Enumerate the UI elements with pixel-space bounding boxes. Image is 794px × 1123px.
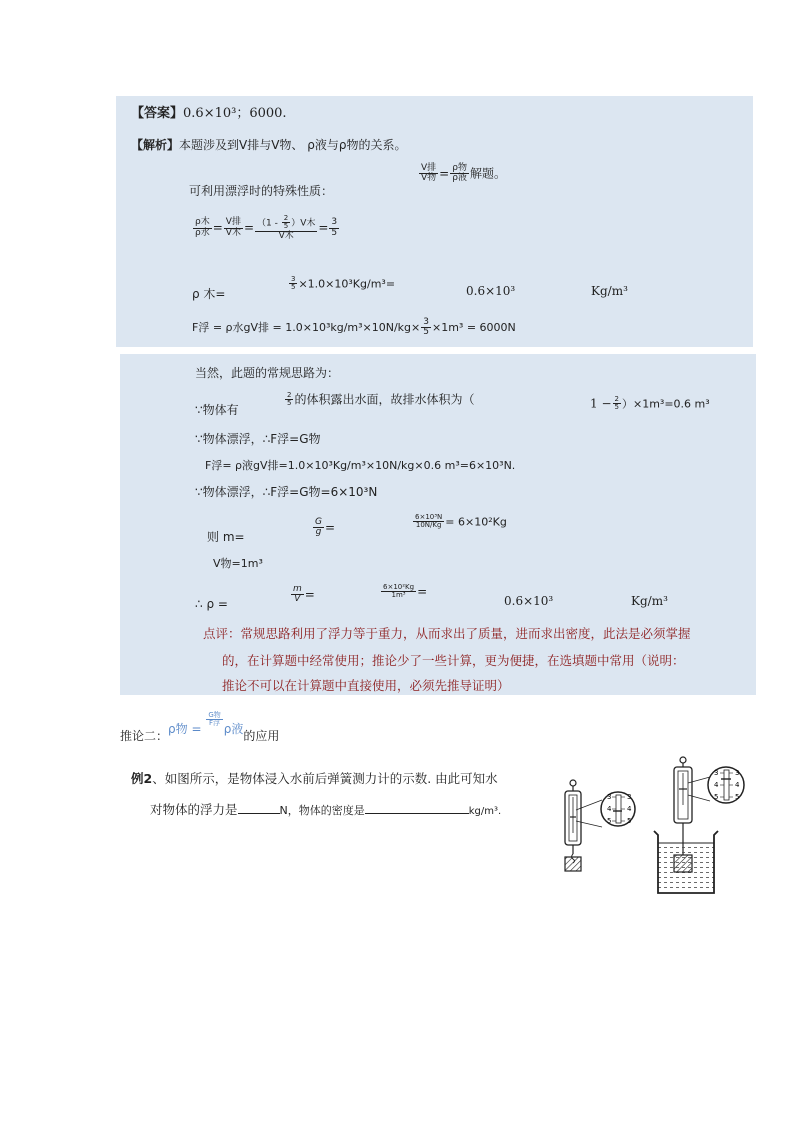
beaker (654, 831, 718, 893)
method-intro: 当然，此题的常规思路为： (195, 366, 340, 380)
rho-lhs: ρ 木= (192, 287, 226, 301)
right-tick-4: 4 (714, 781, 719, 789)
line7-eq: = (304, 587, 315, 602)
answer-label: 【答案】 (131, 106, 184, 121)
spring-scale-figure (550, 755, 750, 900)
method-line7-lead: ∴ ρ = (195, 597, 228, 611)
example-line1-text: 、如图所示，是物体浸入水前后弹簧测力计的示数. 由此可知水 (152, 771, 498, 786)
method-line3: F浮= ρ液gV排=1.0×10³Kg/m³×10N/kg×0.6 m³=6×10³N. (205, 459, 516, 472)
method-line1-tail (590, 396, 710, 412)
line7-vden: 1m³ (391, 591, 406, 600)
right-tick-3r: 3 (735, 769, 740, 777)
corollary-rhs: ρ液 (223, 722, 244, 737)
line1-one: 1 − (590, 396, 612, 411)
analysis-label: 【解析】 (131, 138, 180, 152)
rho-frac-num: 3 (291, 275, 296, 283)
line7-vnum: 6×10²Kg (383, 583, 415, 591)
corollary-lhs: ρ物 (168, 722, 188, 737)
eq1-resden: 5 (331, 227, 338, 238)
property-tail: 解题。 (469, 166, 506, 181)
eq1-resnum: 3 (331, 217, 338, 228)
line1-fnum: 2 (614, 395, 619, 403)
method-line7-m (290, 585, 315, 605)
eq1-lden: ρ水 (195, 227, 210, 238)
line7-mden: V (294, 594, 301, 605)
method-line5-g (312, 518, 335, 538)
line1-mid-text: 的体积露出水面，故排水体积为（ (294, 392, 475, 407)
line7-eq2: = (417, 584, 428, 599)
line1-fden: 5 (614, 403, 619, 412)
rho-expr-text: ×1.0×10³Kg/m³= (298, 277, 396, 291)
right-tick-3: 3 (714, 769, 719, 777)
method-line7-value: 0.6×10³ (504, 594, 554, 608)
ratio-equation: $\frac{\text{ρ木}}{\text{ρ水}}$ = $\frac{\text{V排}}{\text{V木}}$ = （1 - $\frac{2}{5}$ ）V木 V木 = $\frac{3}{5}$ (195, 214, 338, 241)
f1-den: V物 (421, 173, 437, 184)
eq1-paren-tail: ）V木 (291, 218, 316, 229)
right-tick-5r: 5 (735, 793, 740, 801)
property-lead: 可利用漂浮时的特殊性质： (189, 184, 334, 198)
buoyancy-equation (192, 318, 516, 338)
block-in-air (565, 857, 581, 871)
density-answer-blank[interactable] (365, 802, 469, 814)
line5-gnum: G (315, 517, 322, 527)
line5-gden: g (315, 527, 322, 538)
corollary-label: 推论二： (120, 729, 169, 744)
line7-mnum: m (293, 584, 302, 594)
left-tick-5: 5 (607, 817, 612, 825)
spring-scale-in-water (674, 757, 744, 855)
example-line2 (150, 802, 501, 818)
example-label: 例2 (131, 771, 153, 786)
comment-line3: 推论不可以在计算题中直接使用，必须先推导证明） (222, 678, 510, 693)
left-tick-4r: 4 (627, 805, 632, 813)
method-line5-val (412, 514, 507, 530)
method-line2: ∵物体漂浮，∴F浮=G物 (195, 432, 321, 446)
rho-expr (288, 276, 395, 292)
example-line2b: N，物体的密度是 (279, 804, 365, 817)
left-tick-3r: 3 (627, 793, 632, 801)
method-line7-val (380, 584, 427, 600)
buoy-frac-num: 3 (423, 317, 429, 327)
rho-unit: Kg/m³ (591, 284, 628, 298)
eq1-rden: V木 (278, 230, 294, 241)
comment-line1: 点评：常规思路利用了浮力等于重力，从而求出了质量，进而求出密度，此法是必须掌握 (203, 626, 691, 641)
left-tick-5r: 5 (627, 817, 632, 825)
example-line1 (131, 771, 498, 786)
line5-vnum: 6×10³N (415, 513, 443, 521)
block-in-water (674, 855, 692, 872)
spring-scale-in-air (565, 780, 635, 871)
eq1-f25num: 2 (283, 214, 289, 222)
buoyancy-answer-blank[interactable] (238, 802, 280, 814)
rho-frac-den: 5 (291, 283, 296, 292)
rho-value: 0.6×10³ (466, 284, 516, 298)
analysis-line (131, 138, 406, 152)
f1-num: V排 (421, 163, 437, 173)
analysis-text: 本题涉及到V排与V物、 ρ液与ρ物的关系。 (179, 138, 407, 152)
buoy-lhs: F浮 = ρ水gV排 = 1.0×10³kg/m³×10N/kg× (192, 320, 421, 334)
method-line1-lead: ∵物体有 (195, 403, 239, 417)
corollary-heading: 推论二：ρ物 = $\frac{\text{G物}}{\text{F浮}}$ ρ液的应用 (120, 711, 280, 744)
example-line2c: kg/m³. (468, 806, 502, 817)
method-line7-unit: Kg/m³ (631, 594, 668, 608)
f1-rnum: ρ物 (452, 163, 467, 173)
line1-frac-num: 2 (287, 391, 292, 399)
answer-value: 0.6×10³；6000. (183, 106, 287, 121)
line1-tail-text: ）×1m³=0.6 m³ (621, 397, 710, 411)
line5-vden: 10N/Kg (415, 521, 442, 530)
method-line6: V物=1m³ (213, 557, 263, 570)
method-line4: ∵物体漂浮，∴F浮=G物=6×10³N (195, 485, 378, 499)
f1-rden: ρ液 (452, 173, 467, 184)
comment-line2: 的，在计算题中经常使用；推论少了一些计算，更为便捷，在选填题中常用（说明： (222, 653, 685, 668)
right-tick-5: 5 (714, 793, 719, 801)
property-formula: $\frac{\text{V排}}{\text{V物}}$ = $\frac{\text{ρ物}}{\text{ρ液}}$ 解题。 (421, 163, 506, 184)
example-line2a: 对物体的浮力是 (150, 802, 238, 817)
eq1-lnum: ρ木 (195, 217, 210, 228)
eq1-f25den: 5 (283, 222, 289, 231)
answer-line (131, 106, 287, 122)
buoy-frac-den: 5 (423, 327, 429, 338)
line1-frac-den: 5 (287, 399, 292, 408)
line5-res: = 6×10²Kg (445, 515, 507, 529)
eq1-mden: V木 (225, 227, 241, 238)
method-line1-mid (284, 392, 474, 408)
left-tick-4: 4 (607, 805, 612, 813)
method-line5-lead: 则 m= (207, 530, 245, 544)
eq1-mnum: V排 (225, 217, 241, 228)
corollary-tail: 的应用 (243, 729, 280, 744)
line5-eq: = (324, 520, 336, 535)
corollary-fnum: G物 (208, 711, 221, 719)
buoy-tail: ×1m³ = 6000N (432, 320, 516, 334)
eq1-paren: （1 - (257, 218, 281, 229)
left-tick-3: 3 (607, 793, 612, 801)
right-tick-4r: 4 (735, 781, 740, 789)
corollary-fden: F浮 (209, 719, 221, 728)
